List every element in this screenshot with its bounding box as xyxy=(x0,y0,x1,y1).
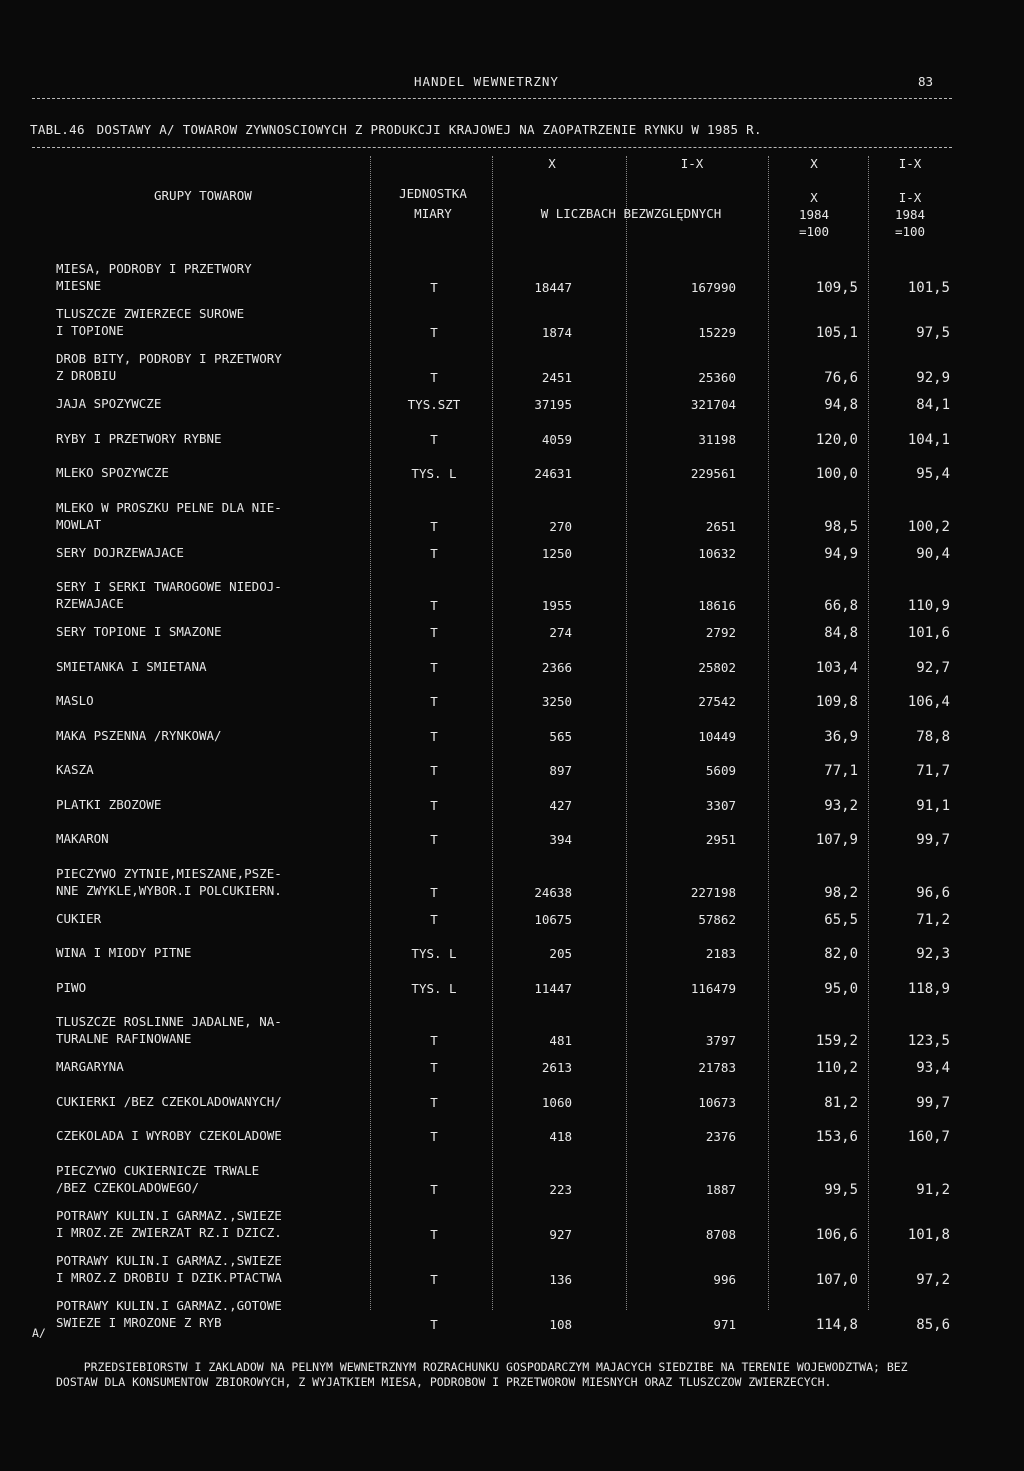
row-index-ix: 100,2 xyxy=(907,518,950,535)
row-unit: T xyxy=(430,518,438,534)
row-name: MAKA PSZENNA /RYNKOWA/ xyxy=(56,727,222,743)
row-index-ix: 106,4 xyxy=(907,694,950,710)
header-x-index: X xyxy=(810,156,818,171)
row-index-x: 94,8 xyxy=(824,397,858,413)
row-index-ix: 101,8 xyxy=(907,1226,950,1243)
row-name: WINA I MIODY PITNE xyxy=(56,945,192,960)
row-value-ix: 25802 xyxy=(698,659,736,675)
table-row xyxy=(0,350,1024,395)
row-name: KASZA xyxy=(56,762,94,777)
table-row xyxy=(0,1093,1024,1128)
row-value-x: 108 xyxy=(549,1316,572,1332)
row-value-x: 205 xyxy=(549,946,572,961)
row-value-ix: 57862 xyxy=(698,911,736,927)
row-index-ix: 92,9 xyxy=(916,370,950,386)
row-value-ix: 227198 xyxy=(690,884,736,900)
row-unit: T xyxy=(430,431,438,447)
row-value-ix: 8708 xyxy=(705,1226,736,1242)
row-index-ix: 118,9 xyxy=(907,980,950,997)
row-index-x: 110,2 xyxy=(815,1060,858,1076)
row-value-ix: 3797 xyxy=(705,1033,736,1048)
row-index-ix: 101,6 xyxy=(907,625,950,641)
caption-rule xyxy=(32,147,952,148)
row-index-ix: 160,7 xyxy=(907,1129,950,1145)
row-index-x: 36,9 xyxy=(824,728,858,745)
row-index-ix: 99,7 xyxy=(916,832,950,848)
row-value-ix: 2651 xyxy=(705,518,736,534)
row-value-x: 394 xyxy=(549,832,572,847)
row-value-ix: 229561 xyxy=(690,466,736,481)
row-value-x: 1874 xyxy=(541,325,572,340)
row-index-x: 106,6 xyxy=(815,1226,858,1243)
row-name: CZEKOLADA I WYROBY CZEKOLADOWE xyxy=(56,1128,282,1143)
row-index-ix: 92,3 xyxy=(916,946,950,962)
row-value-x: 897 xyxy=(549,763,572,778)
row-value-ix: 5609 xyxy=(705,763,736,778)
row-value-x: 24631 xyxy=(534,466,572,481)
row-index-ix: 97,2 xyxy=(916,1271,950,1288)
row-index-ix: 104,1 xyxy=(907,431,950,448)
table-row xyxy=(0,1162,1024,1207)
row-index-ix: 110,9 xyxy=(907,598,950,614)
row-unit: T xyxy=(430,1316,438,1332)
row-value-x: 427 xyxy=(549,797,572,813)
row-unit: TYS. L xyxy=(411,946,457,961)
row-name: POTRAWY KULIN.I GARMAZ.,SWIEZE I MROZ.ZE ZWIERZAT RZ.I DZICZ. xyxy=(56,1207,282,1240)
row-value-x: 274 xyxy=(549,625,572,640)
row-unit: TYS. L xyxy=(411,466,457,481)
table-row xyxy=(0,865,1024,910)
footnote xyxy=(32,1326,956,1405)
row-unit: T xyxy=(430,625,438,640)
row-value-ix: 31198 xyxy=(698,431,736,447)
row-value-x: 11447 xyxy=(534,980,572,996)
header-x-base-value: =100 xyxy=(798,224,830,239)
row-name: SMIETANKA I SMIETANA xyxy=(56,658,207,674)
table-row xyxy=(0,464,1024,499)
row-name: PLATKI ZBOZOWE xyxy=(56,796,162,812)
row-name: JAJA SPOZYWCZE xyxy=(56,396,162,411)
table-row xyxy=(0,910,1024,945)
row-unit: T xyxy=(430,1129,438,1144)
row-name: MARGARYNA xyxy=(56,1059,124,1074)
row-value-ix: 2792 xyxy=(705,625,736,640)
table-title: DOSTAWY A/ TOWAROW ZYWNOSCIOWYCH Z PRODUKCJI KRAJOWEJ NA ZAOPATRZENIE RYNKU W 1985 R. xyxy=(96,122,762,137)
row-index-ix: 92,7 xyxy=(916,659,950,676)
page-number: 83 xyxy=(918,74,934,89)
row-name: TLUSZCZE ROSLINNE JADALNE, NA- TURALNE RAFINOWANE xyxy=(56,1014,282,1046)
header-x-base: X xyxy=(810,190,818,205)
row-unit: T xyxy=(430,832,438,847)
row-index-x: 76,6 xyxy=(824,370,858,386)
table-number: TABL.46 xyxy=(30,122,85,137)
row-value-ix: 116479 xyxy=(690,980,736,996)
row-value-ix: 18616 xyxy=(698,598,736,613)
table-row xyxy=(0,1127,1024,1162)
table-row xyxy=(0,1058,1024,1093)
table-row xyxy=(0,544,1024,579)
table-row xyxy=(0,395,1024,430)
table-row xyxy=(0,430,1024,465)
table-row xyxy=(0,830,1024,865)
row-index-ix: 91,1 xyxy=(916,797,950,814)
row-value-x: 4059 xyxy=(541,431,572,447)
row-unit: T xyxy=(430,728,438,744)
header-absolute-numbers: W LICZBACH BEZWZGLĘDNYCH xyxy=(540,206,722,221)
row-index-x: 93,2 xyxy=(824,797,858,814)
row-index-x: 95,0 xyxy=(824,980,858,997)
row-value-ix: 21783 xyxy=(698,1060,736,1075)
row-index-x: 103,4 xyxy=(815,659,858,676)
row-value-x: 10675 xyxy=(534,911,572,927)
row-unit: T xyxy=(430,325,438,340)
row-unit: T xyxy=(430,1060,438,1075)
row-value-ix: 10449 xyxy=(698,728,736,744)
header-ix: I-X xyxy=(680,156,704,171)
row-name: PIWO xyxy=(56,979,87,995)
row-index-x: 94,9 xyxy=(824,545,858,562)
row-index-ix: 84,1 xyxy=(916,397,950,413)
header-ix-index: I-X xyxy=(898,156,922,171)
table-row xyxy=(0,796,1024,831)
row-unit: T xyxy=(430,545,438,561)
row-name: SERY TOPIONE I SMAZONE xyxy=(56,624,222,639)
row-unit: TYS.SZT xyxy=(407,397,461,412)
row-value-x: 1250 xyxy=(541,545,572,561)
row-name: POTRAWY KULIN.I GARMAZ.,SWIEZE I MROZ.Z DROBIU I DZIK.PTACTWA xyxy=(56,1252,282,1285)
row-name: MAKARON xyxy=(56,831,109,846)
row-value-x: 565 xyxy=(549,728,572,744)
row-unit: T xyxy=(430,884,438,900)
row-unit: T xyxy=(430,659,438,675)
row-index-ix: 71,7 xyxy=(916,763,950,779)
row-value-ix: 15229 xyxy=(698,325,736,340)
row-index-ix: 99,7 xyxy=(916,1094,950,1111)
row-unit: T xyxy=(430,370,438,385)
row-name: MLEKO W PROSZKU PELNE DLA NIE- MOWLAT xyxy=(56,499,282,532)
header-x: X xyxy=(548,156,556,171)
row-value-ix: 3307 xyxy=(705,797,736,813)
header-unit-line2: MIARY xyxy=(414,206,452,221)
row-name: CUKIER xyxy=(56,910,102,926)
row-unit: T xyxy=(430,797,438,813)
row-unit: T xyxy=(430,1271,438,1287)
row-value-ix: 1887 xyxy=(705,1181,736,1197)
table-row xyxy=(0,1013,1024,1058)
row-value-x: 37195 xyxy=(534,397,572,412)
table-row xyxy=(0,1252,1024,1297)
row-index-ix: 97,5 xyxy=(916,325,950,341)
row-value-ix: 10632 xyxy=(698,545,736,561)
table-body xyxy=(0,260,1024,1342)
table-row xyxy=(0,692,1024,727)
row-index-ix: 96,6 xyxy=(916,884,950,901)
row-unit: T xyxy=(430,598,438,613)
row-value-x: 270 xyxy=(549,518,572,534)
row-value-ix: 167990 xyxy=(690,280,736,295)
row-index-x: 100,0 xyxy=(815,466,858,482)
row-index-ix: 85,6 xyxy=(916,1316,950,1333)
row-index-x: 84,8 xyxy=(824,625,858,641)
table-caption xyxy=(30,122,762,137)
row-value-x: 136 xyxy=(549,1271,572,1287)
row-name: CUKIERKI /BEZ CZEKOLADOWANYCH/ xyxy=(56,1093,282,1109)
row-value-x: 1060 xyxy=(541,1094,572,1110)
row-index-x: 98,5 xyxy=(824,518,858,535)
header-x-base-year: 1984 xyxy=(798,207,830,222)
row-value-x: 927 xyxy=(549,1226,572,1242)
row-unit: T xyxy=(430,280,438,295)
table-row xyxy=(0,578,1024,623)
row-name: PIECZYWO CUKIERNICZE TRWALE /BEZ CZEKOLADOWEGO/ xyxy=(56,1162,260,1195)
header-group: GRUPY TOWAROW xyxy=(154,188,252,203)
header-ix-base: I-X xyxy=(898,190,922,205)
row-index-ix: 78,8 xyxy=(916,728,950,745)
header-unit-line1: JEDNOSTKA xyxy=(399,186,467,201)
table-row xyxy=(0,761,1024,796)
row-name: TLUSZCZE ZWIERZECE SUROWE I TOPIONE xyxy=(56,306,245,338)
row-index-ix: 91,2 xyxy=(916,1181,950,1198)
row-index-x: 105,1 xyxy=(815,325,858,341)
row-value-x: 1955 xyxy=(541,598,572,613)
table-row xyxy=(0,260,1024,305)
row-index-x: 77,1 xyxy=(824,763,858,779)
row-index-ix: 90,4 xyxy=(916,545,950,562)
table-row xyxy=(0,1207,1024,1252)
row-index-x: 107,0 xyxy=(815,1271,858,1288)
row-unit: T xyxy=(430,1226,438,1242)
row-value-x: 18447 xyxy=(534,280,572,295)
row-unit: T xyxy=(430,763,438,778)
row-value-x: 2451 xyxy=(541,370,572,385)
row-name: RYBY I PRZETWORY RYBNE xyxy=(56,430,222,446)
footnote-mark: A/ xyxy=(32,1326,46,1340)
row-index-x: 65,5 xyxy=(824,911,858,928)
row-value-x: 3250 xyxy=(541,694,572,709)
row-unit: TYS. L xyxy=(411,980,457,996)
row-value-x: 481 xyxy=(549,1033,572,1048)
row-unit: T xyxy=(430,1181,438,1197)
row-index-ix: 95,4 xyxy=(916,466,950,482)
row-index-x: 114,8 xyxy=(815,1316,858,1333)
row-value-x: 24638 xyxy=(534,884,572,900)
row-value-ix: 971 xyxy=(713,1316,736,1332)
row-index-x: 107,9 xyxy=(815,832,858,848)
row-value-x: 418 xyxy=(549,1129,572,1144)
row-index-x: 81,2 xyxy=(824,1094,858,1111)
table-row xyxy=(0,658,1024,693)
table-row xyxy=(0,944,1024,979)
row-value-ix: 2951 xyxy=(705,832,736,847)
row-unit: T xyxy=(430,911,438,927)
row-unit: T xyxy=(430,1033,438,1048)
header-rule xyxy=(32,98,952,99)
table-row xyxy=(0,305,1024,350)
row-name: PIECZYWO ZYTNIE,MIESZANE,PSZE- NNE ZWYKLE,WYBOR.I POLCUKIERN. xyxy=(56,865,282,898)
row-index-ix: 93,4 xyxy=(916,1060,950,1076)
table-row xyxy=(0,623,1024,658)
row-index-x: 109,5 xyxy=(815,280,858,296)
header-ix-base-value: =100 xyxy=(894,224,926,239)
row-value-x: 223 xyxy=(549,1181,572,1197)
row-name: MLEKO SPOZYWCZE xyxy=(56,465,169,480)
row-name: SERY DOJRZEWAJACE xyxy=(56,544,184,560)
row-index-x: 82,0 xyxy=(824,946,858,962)
table-row xyxy=(0,979,1024,1014)
table-row xyxy=(0,499,1024,544)
row-name: MASLO xyxy=(56,693,94,708)
table-row xyxy=(0,727,1024,762)
row-name: DROB BITY, PODROBY I PRZETWORY Z DROBIU xyxy=(56,351,282,383)
row-index-ix: 101,5 xyxy=(907,280,950,296)
row-index-x: 109,8 xyxy=(815,694,858,710)
row-value-ix: 25360 xyxy=(698,370,736,385)
row-unit: T xyxy=(430,694,438,709)
row-value-ix: 996 xyxy=(713,1271,736,1287)
row-value-ix: 27542 xyxy=(698,694,736,709)
row-index-x: 99,5 xyxy=(824,1181,858,1198)
row-index-x: 66,8 xyxy=(824,598,858,614)
row-value-ix: 321704 xyxy=(690,397,736,412)
section-title: HANDEL WEWNETRZNY xyxy=(414,74,559,89)
row-index-ix: 123,5 xyxy=(907,1033,950,1049)
row-name: POTRAWY KULIN.I GARMAZ.,GOTOWE SWIEZE I MROZONE Z RYB xyxy=(56,1297,282,1330)
row-index-ix: 71,2 xyxy=(916,911,950,928)
row-unit: T xyxy=(430,1094,438,1110)
row-index-x: 159,2 xyxy=(815,1033,858,1049)
row-value-x: 2366 xyxy=(541,659,572,675)
row-value-ix: 10673 xyxy=(698,1094,736,1110)
row-index-x: 153,6 xyxy=(815,1129,858,1145)
row-name: MIESA, PODROBY I PRZETWORY MIESNE xyxy=(56,261,252,293)
header-ix-base-year: 1984 xyxy=(894,207,926,222)
row-value-ix: 2183 xyxy=(705,946,736,961)
row-index-x: 98,2 xyxy=(824,884,858,901)
footnote-text: PRZEDSIEBIORSTW I ZAKLADOW NA PELNYM WEWNETRZNYM ROZRACHUNKU GOSPODARCZYM MAJACYCH SIEDZIBE NA TERENIE WOJEWODZTWA; BEZ DOSTAW DLA KONSUMENTOW ZBIOROWYCH, Z WYJATKIEM MIESA, PODROBOW I PRZETWOROW MIESNYCH ORAZ TLUSZCZOW ZWIERZECYCH. xyxy=(56,1360,915,1389)
row-index-x: 120,0 xyxy=(815,431,858,448)
row-value-x: 2613 xyxy=(541,1060,572,1075)
row-value-ix: 2376 xyxy=(705,1129,736,1144)
row-name: SERY I SERKI TWAROGOWE NIEDOJ- RZEWAJACE xyxy=(56,579,282,611)
